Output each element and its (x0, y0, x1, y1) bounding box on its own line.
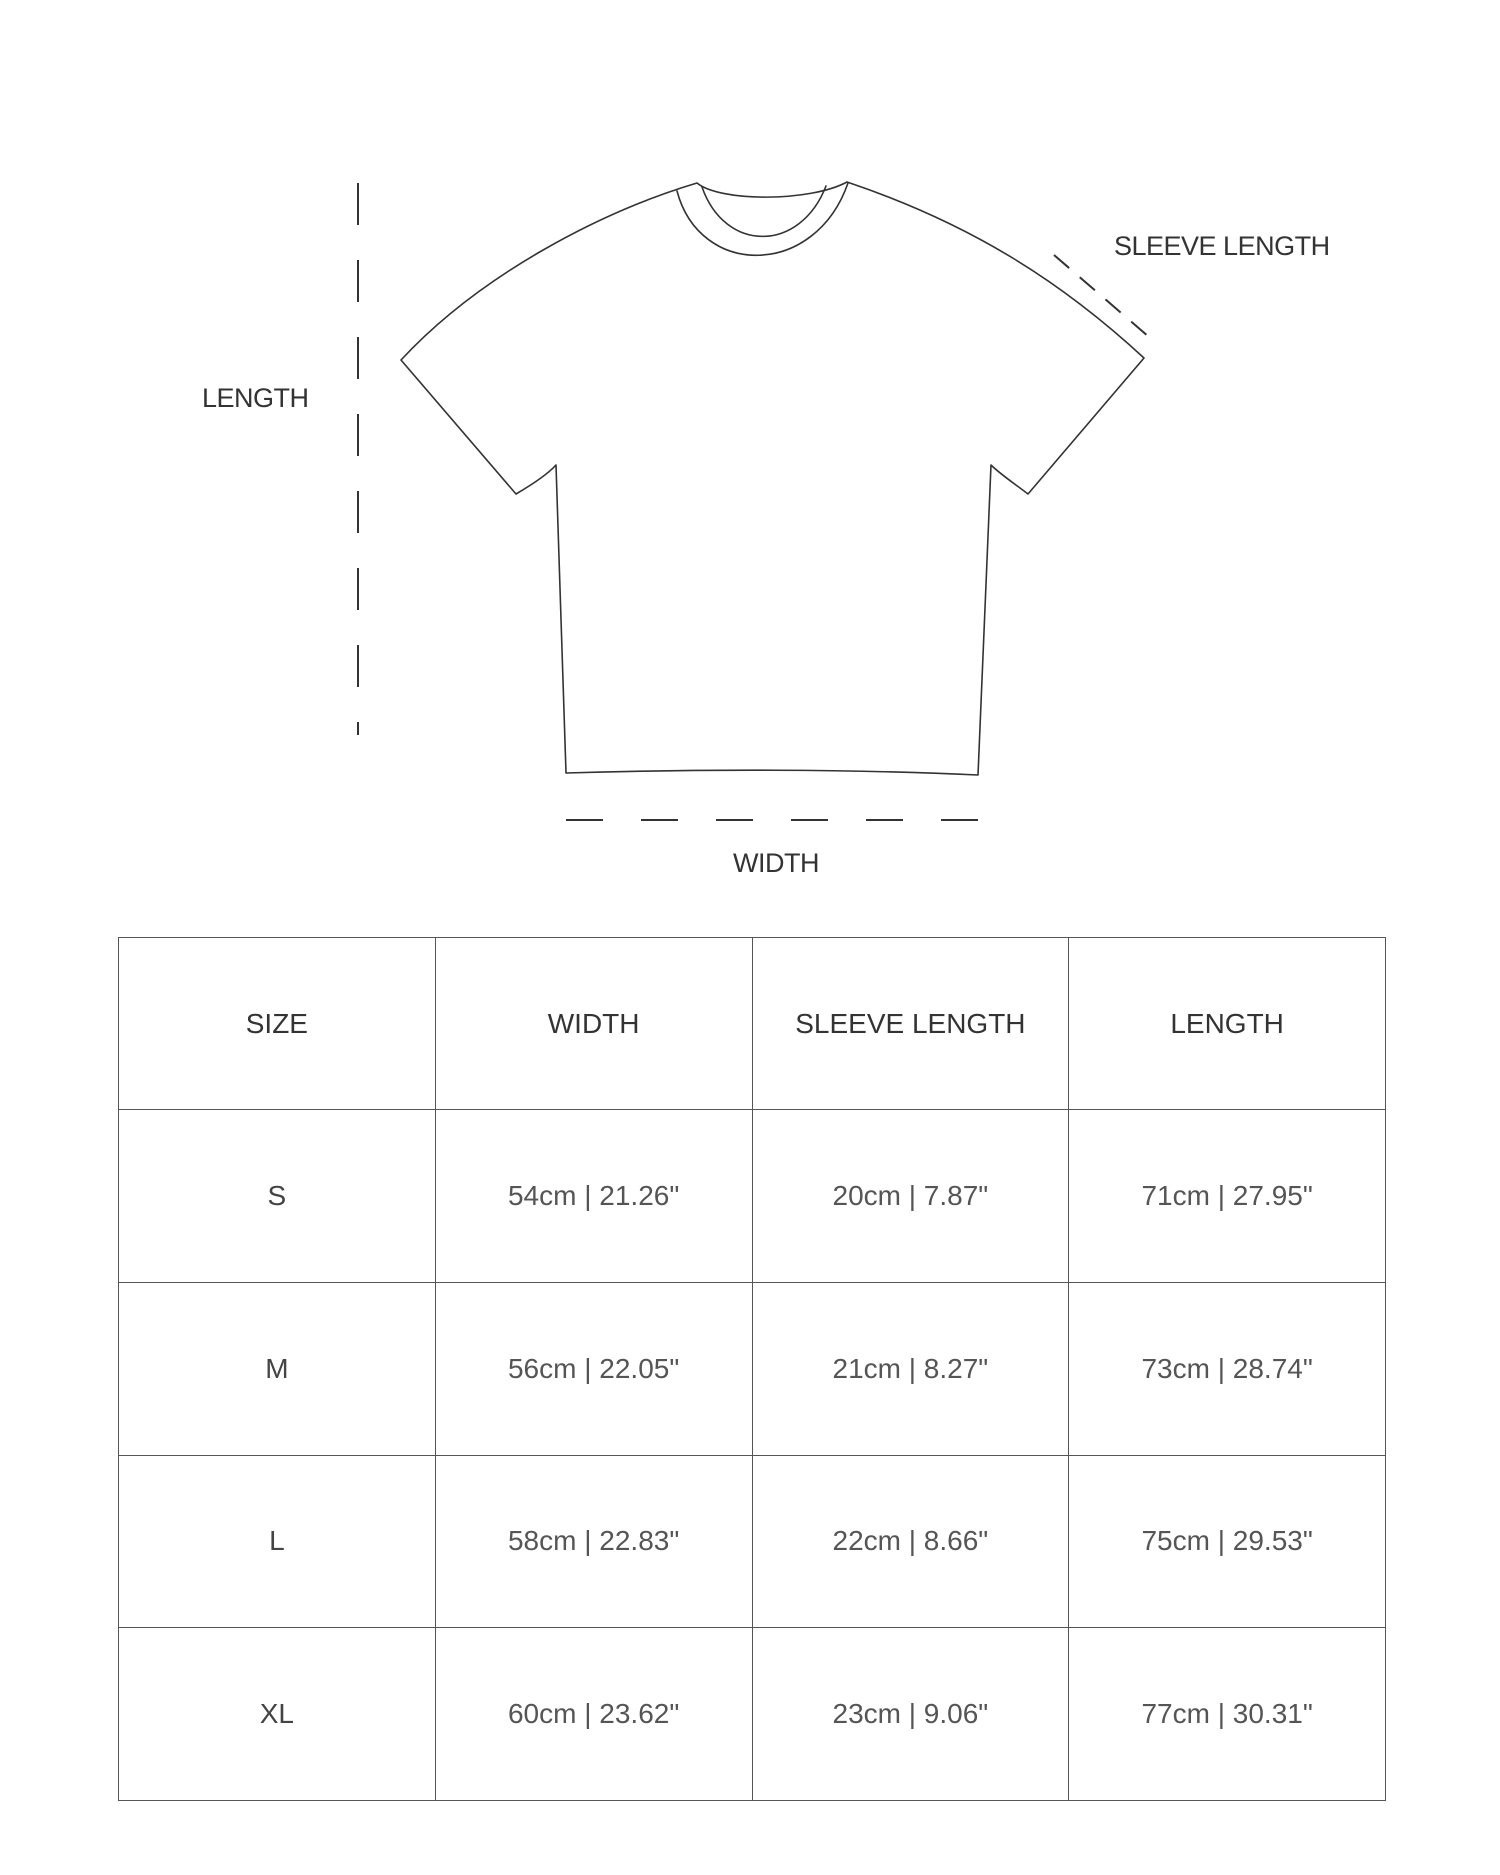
sleeve-length-cell: 22cm | 8.66" (752, 1455, 1069, 1628)
size-cell: L (119, 1455, 436, 1628)
length-cell: 71cm | 27.95" (1069, 1110, 1386, 1283)
table-row (119, 1628, 1386, 1801)
sleeve-length-cell: 23cm | 9.06" (752, 1628, 1069, 1801)
tshirt-outline (401, 182, 1144, 775)
length-cell: 75cm | 29.53" (1069, 1455, 1386, 1628)
sleeve-length-label: SLEEVE LENGTH (1114, 231, 1330, 261)
table-row (119, 1282, 1386, 1455)
header-size: SIZE (119, 938, 436, 1110)
length-label: LENGTH (202, 383, 309, 413)
size-cell: S (119, 1110, 436, 1283)
length-cell: 73cm | 28.74" (1069, 1282, 1386, 1455)
sleeve-measure-line (1054, 255, 1156, 343)
sleeve-length-cell: 21cm | 8.27" (752, 1282, 1069, 1455)
size-chart-table (118, 937, 1386, 1801)
width-cell: 58cm | 22.83" (435, 1455, 752, 1628)
header-width: WIDTH (435, 938, 752, 1110)
header-length: LENGTH (1069, 938, 1386, 1110)
table-row (119, 1455, 1386, 1628)
width-label: WIDTH (733, 848, 819, 878)
size-cell: M (119, 1282, 436, 1455)
length-cell: 77cm | 30.31" (1069, 1628, 1386, 1801)
header-sleeve-length: SLEEVE LENGTH (752, 938, 1069, 1110)
tshirt-outline-drawing (0, 0, 1500, 900)
width-cell: 56cm | 22.05" (435, 1282, 752, 1455)
width-cell: 60cm | 23.62" (435, 1628, 752, 1801)
tshirt-measurement-diagram (0, 0, 1500, 900)
size-cell: XL (119, 1628, 436, 1801)
table-header-row (119, 938, 1386, 1110)
width-cell: 54cm | 21.26" (435, 1110, 752, 1283)
sleeve-length-cell: 20cm | 7.87" (752, 1110, 1069, 1283)
table-row (119, 1110, 1386, 1283)
